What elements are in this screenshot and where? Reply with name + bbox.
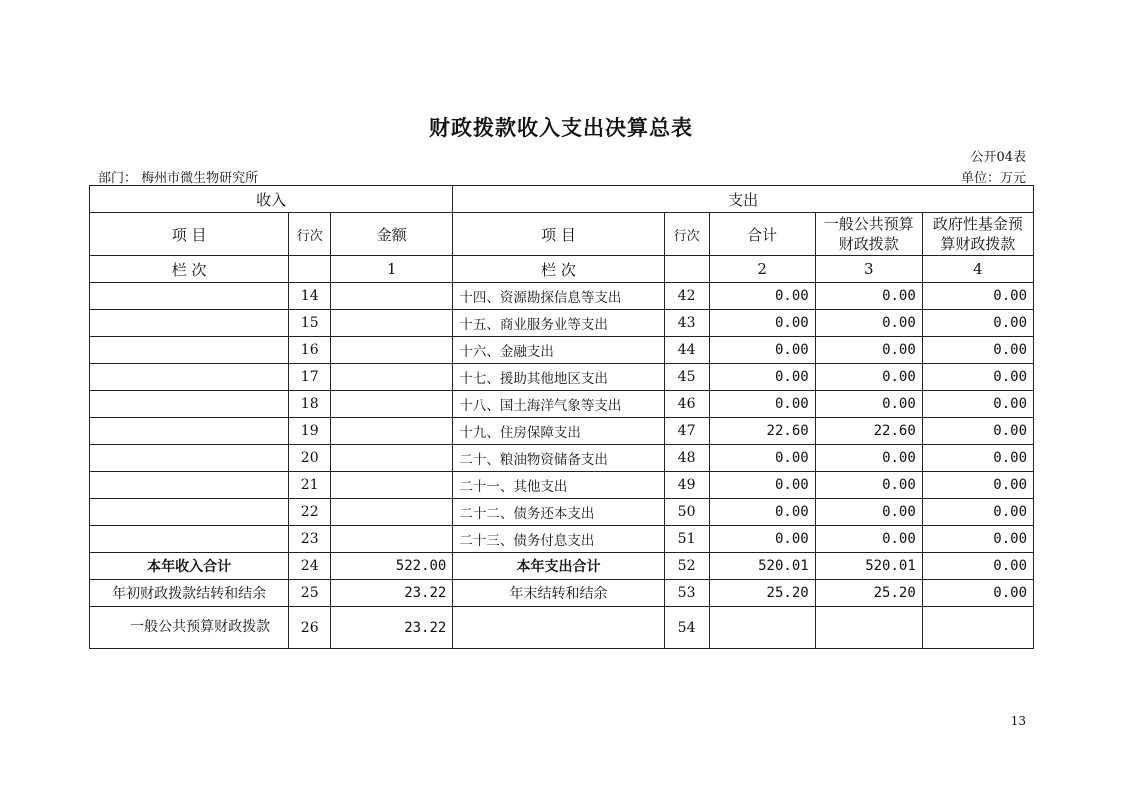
table-cell: 0.00 bbox=[922, 310, 1033, 337]
table-cell bbox=[90, 499, 289, 526]
table-cell: 十七、援助其他地区支出 bbox=[453, 364, 664, 391]
table-cell: 0.00 bbox=[922, 499, 1033, 526]
income-line-no-index bbox=[289, 256, 331, 283]
table-cell: 43 bbox=[664, 310, 709, 337]
table-cell: 0.00 bbox=[815, 391, 922, 418]
income-amount-header: 金额 bbox=[331, 213, 453, 256]
table-cell bbox=[331, 418, 453, 445]
table-cell: 0.00 bbox=[815, 445, 922, 472]
table-cell: 49 bbox=[664, 472, 709, 499]
table-cell: 16 bbox=[289, 337, 331, 364]
page-number: 13 bbox=[1010, 714, 1026, 728]
table-cell: 42 bbox=[664, 283, 709, 310]
table-cell: 二十、粮油物资储备支出 bbox=[453, 445, 664, 472]
table-cell bbox=[331, 283, 453, 310]
table-cell bbox=[331, 445, 453, 472]
table-cell: 25 bbox=[289, 580, 331, 607]
table-cell: 0.00 bbox=[709, 526, 815, 553]
column-header-row bbox=[90, 213, 1034, 256]
table-cell: 十五、商业服务业等支出 bbox=[453, 310, 664, 337]
expense-col2-index: 2 bbox=[709, 256, 815, 283]
table-cell bbox=[90, 418, 289, 445]
income-section-header: 收入 bbox=[90, 186, 453, 213]
department-label: 部门： 梅州市微生物研究所 bbox=[98, 171, 259, 186]
year-end-total: 25.20 bbox=[709, 580, 815, 607]
table-cell: 22.60 bbox=[709, 418, 815, 445]
table-cell: 48 bbox=[664, 445, 709, 472]
table-cell: 0.00 bbox=[709, 310, 815, 337]
table-row bbox=[90, 310, 1034, 337]
general-carry-row bbox=[90, 607, 1034, 649]
page-title: 财政拨款收入支出决算总表 bbox=[429, 115, 693, 140]
gov-fund-header: 政府性基金预算财政拨款 bbox=[922, 213, 1033, 256]
table-cell: 51 bbox=[664, 526, 709, 553]
income-total-label: 本年收入合计 bbox=[90, 553, 289, 580]
table-cell: 0.00 bbox=[922, 364, 1033, 391]
table-cell bbox=[331, 391, 453, 418]
table-row bbox=[90, 526, 1034, 553]
form-number: 公开04表 bbox=[970, 150, 1026, 165]
general-carry-amount: 23.22 bbox=[331, 607, 453, 649]
table-cell: 0.00 bbox=[815, 526, 922, 553]
table-cell: 十九、住房保障支出 bbox=[453, 418, 664, 445]
section-header-row bbox=[90, 186, 1034, 213]
income-total-amount: 522.00 bbox=[331, 553, 453, 580]
expense-line-no-header: 行次 bbox=[664, 213, 709, 256]
carry-over-label: 年初财政拨款结转和结余 bbox=[90, 580, 289, 607]
table-cell bbox=[90, 310, 289, 337]
data-rows bbox=[90, 283, 1034, 553]
table-cell bbox=[453, 607, 664, 649]
expense-total-label: 本年支出合计 bbox=[453, 553, 664, 580]
table-cell bbox=[90, 472, 289, 499]
table-cell: 21 bbox=[289, 472, 331, 499]
table-cell bbox=[815, 607, 922, 649]
table-cell bbox=[90, 364, 289, 391]
expense-section-header: 支出 bbox=[453, 186, 1034, 213]
income-item-header: 项 目 bbox=[90, 213, 289, 256]
general-budget-header: 一般公共预算财政拨款 bbox=[815, 213, 922, 256]
table-cell: 0.00 bbox=[922, 283, 1033, 310]
table-cell bbox=[331, 310, 453, 337]
table-cell: 0.00 bbox=[815, 364, 922, 391]
table-cell: 46 bbox=[664, 391, 709, 418]
carry-over-row bbox=[90, 580, 1034, 607]
table-cell: 0.00 bbox=[922, 472, 1033, 499]
table-cell: 0.00 bbox=[815, 337, 922, 364]
table-row bbox=[90, 472, 1034, 499]
table-cell: 二十三、债务付息支出 bbox=[453, 526, 664, 553]
table-cell: 十六、金融支出 bbox=[453, 337, 664, 364]
expense-total-amount: 520.01 bbox=[709, 553, 815, 580]
expense-total-general: 520.01 bbox=[815, 553, 922, 580]
table-cell bbox=[331, 526, 453, 553]
year-end-carry-label: 年末结转和结余 bbox=[453, 580, 664, 607]
table-cell: 47 bbox=[664, 418, 709, 445]
table-cell: 15 bbox=[289, 310, 331, 337]
table-cell: 14 bbox=[289, 283, 331, 310]
table-cell: 52 bbox=[664, 553, 709, 580]
table-cell: 0.00 bbox=[815, 283, 922, 310]
table-row bbox=[90, 499, 1034, 526]
income-column-label: 栏 次 bbox=[90, 256, 289, 283]
budget-table bbox=[89, 185, 1034, 649]
table-cell: 0.00 bbox=[815, 310, 922, 337]
table-row bbox=[90, 364, 1034, 391]
table-cell: 0.00 bbox=[709, 472, 815, 499]
income-line-no-header: 行次 bbox=[289, 213, 331, 256]
table-cell bbox=[90, 283, 289, 310]
table-cell: 二十一、其他支出 bbox=[453, 472, 664, 499]
table-row bbox=[90, 283, 1034, 310]
table-cell bbox=[922, 607, 1033, 649]
table-cell: 0.00 bbox=[709, 445, 815, 472]
expense-col3-index: 3 bbox=[815, 256, 922, 283]
table-row bbox=[90, 418, 1034, 445]
table-cell: 0.00 bbox=[709, 391, 815, 418]
year-end-general: 25.20 bbox=[815, 580, 922, 607]
expense-item-header: 项 目 bbox=[453, 213, 664, 256]
table-cell: 19 bbox=[289, 418, 331, 445]
table-cell: 18 bbox=[289, 391, 331, 418]
table-cell bbox=[90, 391, 289, 418]
table-cell: 50 bbox=[664, 499, 709, 526]
table-cell: 0.00 bbox=[815, 499, 922, 526]
table-cell: 22.60 bbox=[815, 418, 922, 445]
table-cell bbox=[331, 364, 453, 391]
table-cell: 20 bbox=[289, 445, 331, 472]
table-cell: 24 bbox=[289, 553, 331, 580]
column-index-row bbox=[90, 256, 1034, 283]
table-cell bbox=[331, 499, 453, 526]
table-cell: 0.00 bbox=[922, 391, 1033, 418]
table-cell bbox=[90, 337, 289, 364]
expense-col4-index: 4 bbox=[922, 256, 1033, 283]
expense-line-no-index bbox=[664, 256, 709, 283]
table-cell: 26 bbox=[289, 607, 331, 649]
carry-over-amount: 23.22 bbox=[331, 580, 453, 607]
table-cell bbox=[709, 607, 815, 649]
table-cell: 0.00 bbox=[922, 445, 1033, 472]
table-cell bbox=[331, 472, 453, 499]
table-cell: 十四、资源勘探信息等支出 bbox=[453, 283, 664, 310]
table-cell bbox=[90, 445, 289, 472]
table-cell: 二十二、债务还本支出 bbox=[453, 499, 664, 526]
expense-column-label: 栏 次 bbox=[453, 256, 664, 283]
table-cell: 0.00 bbox=[922, 337, 1033, 364]
table-cell: 22 bbox=[289, 499, 331, 526]
year-end-fund: 0.00 bbox=[922, 580, 1033, 607]
table-cell: 0.00 bbox=[922, 418, 1033, 445]
totals-row bbox=[90, 553, 1034, 580]
table-cell: 0.00 bbox=[709, 499, 815, 526]
income-col1-index: 1 bbox=[331, 256, 453, 283]
expense-total-fund: 0.00 bbox=[922, 553, 1033, 580]
table-cell: 23 bbox=[289, 526, 331, 553]
general-carry-label: 一般公共预算财政拨款 bbox=[90, 607, 289, 649]
table-cell: 44 bbox=[664, 337, 709, 364]
table-cell: 17 bbox=[289, 364, 331, 391]
table-cell: 0.00 bbox=[709, 283, 815, 310]
table-row bbox=[90, 337, 1034, 364]
table-cell: 0.00 bbox=[709, 364, 815, 391]
table-cell: 0.00 bbox=[922, 526, 1033, 553]
table-cell: 54 bbox=[664, 607, 709, 649]
table-cell: 45 bbox=[664, 364, 709, 391]
unit-label: 单位：万元 bbox=[960, 171, 1026, 186]
table-cell bbox=[90, 526, 289, 553]
table-cell: 53 bbox=[664, 580, 709, 607]
table-cell bbox=[331, 337, 453, 364]
expense-total-header: 合计 bbox=[709, 213, 815, 256]
table-cell: 十八、国土海洋气象等支出 bbox=[453, 391, 664, 418]
table-row bbox=[90, 445, 1034, 472]
table-cell: 0.00 bbox=[709, 337, 815, 364]
table-row bbox=[90, 391, 1034, 418]
table-cell: 0.00 bbox=[815, 472, 922, 499]
